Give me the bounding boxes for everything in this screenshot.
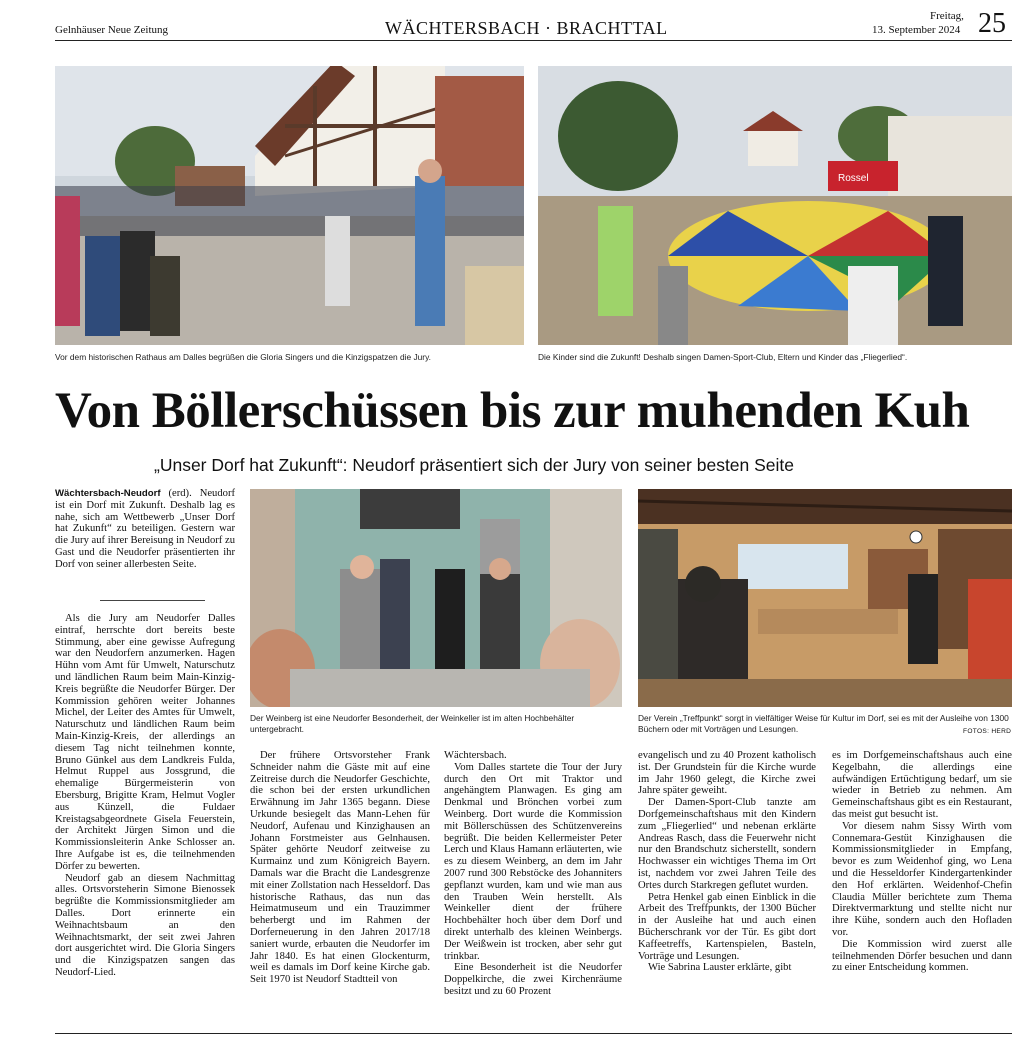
photo-treffpunkt xyxy=(638,489,1012,707)
truck-lettering: Rossel xyxy=(838,173,869,184)
paragraph: Neudorf gab an diesem Nachmittag alles. Ortsvorsteherin Simone Bienossek begrüßte die Kommissionsmitglieder am Dalles. Dort erinnerte ein Weihnachtsbaum an den Weihnachtsmarkt, der seit zwei Jahren dort ausgerichtet wird. Die Gloria Singers und die Kinzigspatzen sangen das Neudorf-Lied. xyxy=(55,872,235,978)
article-column-4 xyxy=(638,750,816,974)
page-number: 25 xyxy=(978,8,1006,39)
photo-town-hall xyxy=(55,66,524,345)
issue-date: 13. September 2024 xyxy=(872,24,961,36)
paragraph: Wie Sabrina Lauster erklärte, gibt xyxy=(648,962,792,974)
paragraph: Petra Henkel gab einen Einblick in die Arbeit des Treffpunkts, der 1300 Bücher in der Ausleihe hat und auch einen Bücherschrank vor der Tür. Es gibt dort Kaffeetreffs, Kartenspielen, Basteln, Vorträge und Lesungen. xyxy=(638,891,816,962)
article-column-5 xyxy=(832,750,1012,974)
paragraph: Die Kommission wird zuerst alle teilnehmenden Dörfer besuchen und dann zu einer Entscheidung kommen. xyxy=(832,938,1012,974)
paragraph: Wächtersbach. xyxy=(444,750,507,761)
paragraph: Vom Dalles startete die Tour der Jury durch den Ort mit Traktor und angehängtem Planwagen. Es ging am Denkmal und Brönchen vorbei zum Weinberg. Dort wurde die Kommission mit Böllerschüssen des Schützenvereins begrüßt. Die beiden Kellermeister Peter Lerch und Klaus Hamann erläuterten, wie es zu diesem Weinberg, an dem im Jahr 2007 rund 300 Rebstöcke des Johanniters gepflanzt wurden, kam und wie man aus den Trauben Wein herstellt. Als Weinkeller dient der frühere Hochbehälter hoch über dem Dorf und direkt unterhalb des kleinen Weinbergs. Der Weißwein ist trocken, aber sehr gut trinkbar. xyxy=(444,761,622,962)
header-rule xyxy=(55,40,1012,41)
article-column-1 xyxy=(55,488,235,571)
footer-rule xyxy=(55,1033,1012,1034)
publication-name: Gelnhäuser Neue Zeitung xyxy=(55,24,169,36)
article-column-3 xyxy=(444,750,622,998)
intro-divider xyxy=(100,600,205,601)
photo-credit: FOTOS: HERD xyxy=(963,728,1012,735)
weekday: Freitag, xyxy=(930,10,964,22)
article-column-1-body xyxy=(55,613,235,979)
article-headline: Von Böllerschüssen bis zur muhenden Kuh xyxy=(55,383,970,439)
caption-town-hall: Vor dem historischen Rathaus am Dalles begrüßen die Gloria Singers und die Kinzigspatzen die Jury. xyxy=(55,352,431,362)
caption-treffpunkt: Der Verein „Treffpunkt“ sorgt in vielfältiger Weise für Kultur im Dorf, sei es mit der Ausleihe von 1300 Büchern oder mit Vorträgen und Lesungen. xyxy=(638,713,1009,734)
photo-children-parachute xyxy=(538,66,1012,345)
paragraph: Der Damen-Sport-Club tanzte am Dorfgemeinschaftshaus mit den Kindern zum „Fliegerlied“ und nebenan erklärte Andreas Rasch, dass die Feuerwehr nicht nur den Brandschutz sicherstellt, sondern Hochwasser ein wichtiges Thema im Ort ist, nachdem vor zwei Jahren Teile des Ortes durch Starkregen geflutet wurden. xyxy=(638,797,816,891)
paragraph: evangelisch und zu 40 Prozent katholisch ist. Der Grundstein für die Kirche wurde im Jahr 1960 gelegt, die Kirche zwei Jahre später geweiht. xyxy=(638,750,816,797)
paragraph: es im Dorfgemeinschaftshaus auch eine Kegelbahn, die allerdings eine aufwändigen Ertüchtigung bedarf, um sie wieder in Betrieb zu nehmen. Am Gemeinschaftshaus gibt es ein Restaurant, das meist gut besucht ist. xyxy=(832,750,1012,820)
photo-wine-cellar xyxy=(250,489,622,707)
caption-children-parachute: Die Kinder sind die Zukunft! Deshalb singen Damen-Sport-Club, Eltern und Kinder das „Fliegerlied“. xyxy=(538,352,908,362)
article-column-2 xyxy=(250,750,430,986)
article-subheadline: „Unser Dorf hat Zukunft“: Neudorf präsentiert sich der Jury von seiner besten Seite xyxy=(154,455,795,475)
paragraph: Als die Jury am Neudorfer Dalles eintraf, herrschte dort bereits beste Stimmung, aber eine gewisse Aufregung war den Neudorfern anzumerken. Hagen Hühn vom Amt für Umwelt, Naturschutz und ländlichen Raum beim Main-Kinzig-Kreis begrüßte die Neudorfer Bürger. Der Kommission gehören weiter Johannes Michel, der Leiter des Amtes für Umwelt, Naturschutz und ländlichen Raum beim Main-Kinzig-Kreis, der allerdings an diesem Tag nicht teilnehmen konnte, Bruno Günkel aus dem Landkreis Fulda, Helmut Ruppel aus Jossgrund, die ehemalige Bürgermeisterin von Ebersburg, Brigitte Kram, Helmut Vogler aus Künzell, die Fuldaer Kreistagsabgeordnete Gisela Feuerstein, der Architekt Jürgen Simon und die Kommissionsleiterin Anke Schlosser an. Ihre Aufgabe ist es, die teilnehmenden Dörfer zu bewerten. xyxy=(55,613,235,872)
dateline: Wächtersbach-Neudorf xyxy=(55,488,161,499)
intro-text: (erd). Neudorf ist ein Dorf mit Zukunft. Deshalb lag es nahe, sich am Wettbewerb „Unser Dorf hat Zukunft“ zu beteiligen. Gestern war die Jury auf ihrer Bereisung in Neudorf zu Gast und die Neudorfer präsentierten ihr Dorf von seiner allerbesten Seite. xyxy=(55,488,235,570)
section-title: WÄCHTERSBACH · BRACHTTAL xyxy=(385,18,668,38)
paragraph: Eine Besonderheit ist die Neudorfer Doppelkirche, die zwei Kirchenräume besitzt und zu 60 Prozent xyxy=(444,962,622,997)
paragraph: Vor diesem nahm Sissy Wirth vom Connemara-Gestüt Kinzighausen die Kommissionsmitglieder in Empfang, bevor es zum Weidenhof ging, wo Lena und die Hesseldorfer Kindergartenkinder den Hof erklärten. Weidenhof-Chefin Claudia Müller berichtete zum Thema Direktvermarktung und stellte nicht nur ihre Kühe, sondern auch den Hofladen vor. xyxy=(832,820,1012,938)
caption-wine-cellar: Der Weinberg ist eine Neudorfer Besonderheit, der Weinkeller ist im alten Hochbehälter untergebracht. xyxy=(250,713,575,734)
paragraph: Der frühere Ortsvorsteher Frank Schneider nahm die Gäste mit auf eine Zeitreise durch die Neudorfer Geschichte, die schon bei der ersten urkundlichen Erwähnung im Jahr 1365 begann. Diese Urkunde besiegelt das Mann-Lehen für Neudorf, Aufenau und Kinzighausen an Johann Forstmeister aus Gelnhausen. Später gehörte Neudorf zeitweise zu Kurmainz und zum Königreich Bayern. Damals war die Bracht die Landesgrenze mit einer Zollstation nach Hesseldorf. Das historische Rathaus, das nun das Heimatmuseum und ein Trauzimmer beherbergt und im Rahmen der Dorferneuerung in den Jahren 2017/18 saniert wurde, erbauten die Neudorfer im Jahr 1840. Es hat einen Glockenturm, weil es damals im Dorf keine Kirche gab. Seit 1970 ist Neudorf Stadtteil von xyxy=(250,750,430,986)
